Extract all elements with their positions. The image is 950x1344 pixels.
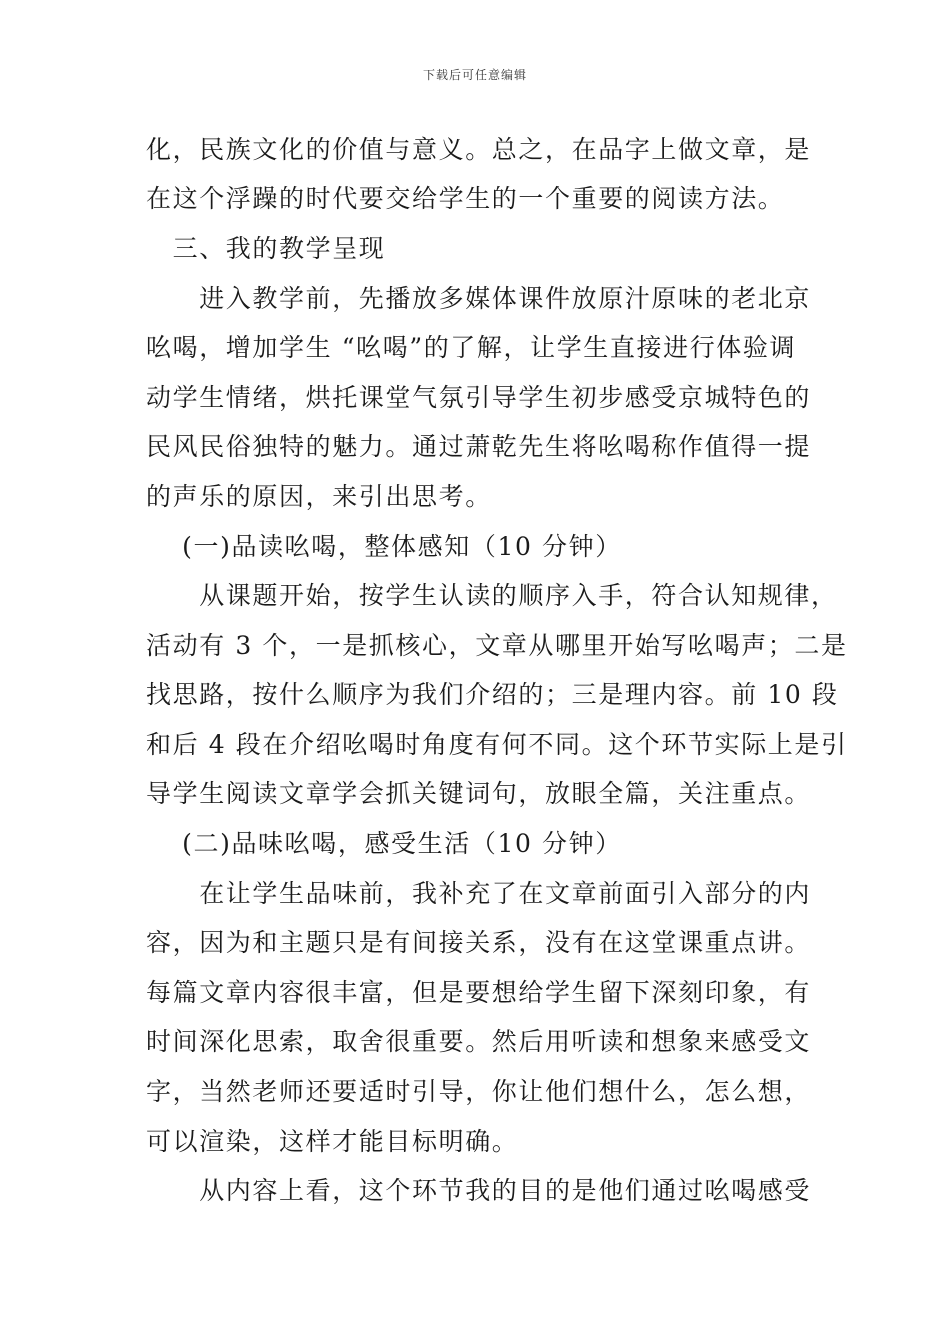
subsection-heading: (一)品读吆喝，整体感知（10 分钟） [146,532,622,561]
page-header: 下载后可任意编辑 [422,68,527,82]
text-line: 化，民族文化的价值与意义。总之，在品字上做文章，是 [146,135,812,164]
text-line: 活动有 3 个，一是抓核心，文章从哪里开始写吆喝声；二是 [146,631,848,660]
text-line: 从内容上看，这个环节我的目的是他们通过吆喝感受 [146,1176,812,1205]
text-line: 在这个浮躁的时代要交给学生的一个重要的阅读方法。 [146,184,785,213]
text-line: 进入教学前，先播放多媒体课件放原汁原味的老北京 [146,284,812,313]
text-line: 每篇文章内容很丰富，但是要想给学生留下深刻印象，有 [146,978,812,1007]
text-line: 字，当然老师还要适时引导，你让他们想什么，怎么想， [146,1077,812,1106]
text-line: 导学生阅读文章学会抓关键词句，放眼全篇，关注重点。 [146,779,812,808]
text-line: 容，因为和主题只是有间接关系，没有在这堂课重点讲。 [146,928,812,957]
text-line: 时间深化思索，取舍很重要。然后用听读和想象来感受文 [146,1027,812,1056]
text-line: 找思路，按什么顺序为我们介绍的；三是理内容。前 10 段 [146,680,839,709]
text-line: 可以渲染，这样才能目标明确。 [146,1127,519,1156]
text-line: 动学生情绪，烘托课堂气氛引导学生初步感受京城特色的 [146,383,812,412]
subsection-heading: (二)品味吆喝，感受生活（10 分钟） [146,829,622,858]
text-line: 吆喝，增加学生 “吆喝”的了解，让学生直接进行体验调 [146,333,797,362]
text-line: 从课题开始，按学生认读的顺序入手，符合认知规律， [146,581,838,610]
text-line: 和后 4 段在介绍吆喝时角度有何不同。这个环节实际上是引 [146,730,848,759]
section-heading: 三、我的教学呈现 [146,234,386,263]
text-line: 的声乐的原因，来引出思考。 [146,482,492,511]
text-line: 在让学生品味前，我补充了在文章前面引入部分的内 [146,879,812,908]
text-line: 民风民俗独特的魅力。通过萧乾先生将吆喝称作值得一提 [146,432,812,461]
